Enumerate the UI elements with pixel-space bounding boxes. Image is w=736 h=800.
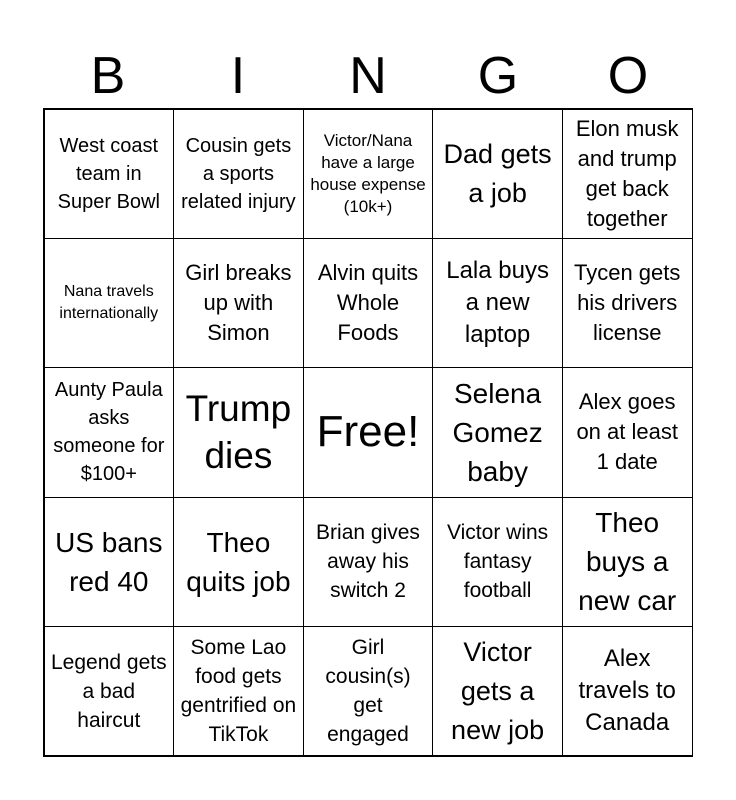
cell-text: Theo buys a new car xyxy=(578,507,677,617)
header-letter-g: G xyxy=(477,47,519,105)
bingo-board xyxy=(43,108,693,757)
bingo-cell[interactable] xyxy=(432,367,563,497)
cell-text: Lala buys a new laptop xyxy=(446,257,549,349)
cell-text: Alex travels to Canada xyxy=(578,645,676,737)
bingo-cell[interactable] xyxy=(44,238,175,368)
cell-text: Some Lao food gets gentrified on TikTok xyxy=(180,636,297,747)
cell-text: Victor wins fantasy football xyxy=(447,521,549,603)
bingo-cell[interactable] xyxy=(562,109,693,239)
bingo-cell[interactable] xyxy=(303,626,434,756)
bingo-cell[interactable] xyxy=(173,367,304,497)
bingo-cell[interactable] xyxy=(562,238,693,368)
bingo-header xyxy=(43,44,693,108)
cell-text: West coast team in Super Bowl xyxy=(57,134,160,213)
bingo-cell[interactable] xyxy=(44,367,175,497)
cell-text: Elon musk and trump get back together xyxy=(575,115,679,231)
header-letter-o: O xyxy=(607,47,649,105)
cell-text: Aunty Paula asks someone for $100+ xyxy=(53,379,165,486)
cell-text: Dad gets a job xyxy=(443,138,552,208)
bingo-cell[interactable] xyxy=(432,238,563,368)
bingo-cell[interactable] xyxy=(44,497,175,627)
cell-text: Alvin quits Whole Foods xyxy=(317,260,419,346)
cell-text: Tycen gets his drivers license xyxy=(574,260,681,346)
bingo-cell[interactable] xyxy=(432,109,563,239)
cell-text: Selena Gomez baby xyxy=(452,377,543,487)
cell-text: Girl cousin(s) get engaged xyxy=(325,636,411,747)
cell-text: Victor/Nana have a large house expense (10k+) xyxy=(310,130,426,216)
bingo-cell[interactable] xyxy=(44,109,175,239)
bingo-cell[interactable] xyxy=(303,238,434,368)
cell-text: Alex goes on at least 1 date xyxy=(576,389,678,475)
bingo-cell[interactable] xyxy=(562,497,693,627)
cell-text: Trump dies xyxy=(185,388,292,477)
cell-text: Victor gets a new job xyxy=(451,636,545,745)
free-space-label: Free! xyxy=(316,407,420,457)
bingo-cell[interactable] xyxy=(562,626,693,756)
bingo-cell[interactable] xyxy=(173,238,304,368)
bingo-cell[interactable] xyxy=(173,109,304,239)
cell-text: Legend gets a bad haircut xyxy=(50,650,167,732)
cell-text: US bans red 40 xyxy=(55,526,163,597)
cell-text: Brian gives away his switch 2 xyxy=(316,521,420,603)
bingo-cell[interactable] xyxy=(432,626,563,756)
bingo-cell[interactable] xyxy=(44,626,175,756)
bingo-cell[interactable] xyxy=(173,626,304,756)
bingo-cell[interactable] xyxy=(562,367,693,497)
header-letter-b: B xyxy=(90,47,126,105)
cell-text: Cousin gets a sports related injury xyxy=(181,134,296,213)
bingo-cell[interactable] xyxy=(173,497,304,627)
bingo-cell[interactable] xyxy=(303,497,434,627)
header-letter-i: I xyxy=(230,47,246,105)
bingo-cell[interactable] xyxy=(432,497,563,627)
bingo-cell[interactable] xyxy=(303,109,434,239)
free-space[interactable] xyxy=(303,367,434,497)
header-letter-n: N xyxy=(349,47,387,105)
cell-text: Theo quits job xyxy=(186,526,291,597)
cell-text: Nana travels internationally xyxy=(59,283,159,323)
cell-text: Girl breaks up with Simon xyxy=(185,260,292,346)
